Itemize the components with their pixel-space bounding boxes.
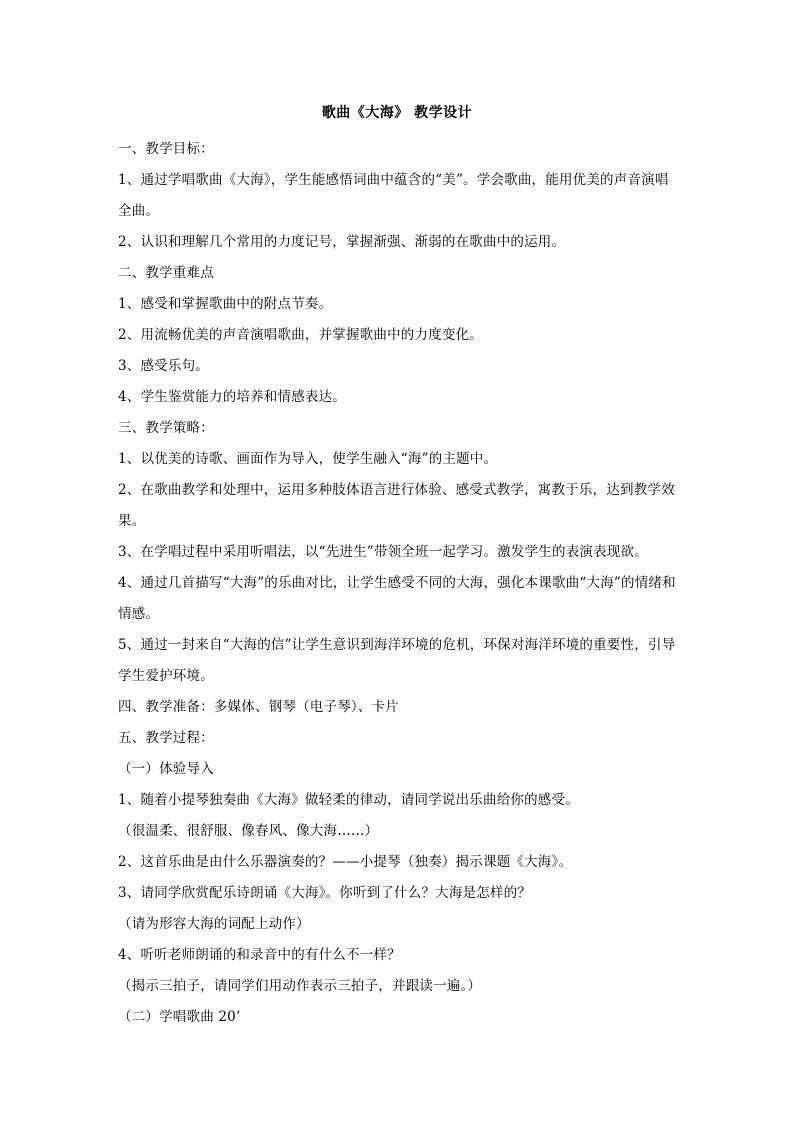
section-heading-objectives: 一、教学目标： bbox=[118, 141, 214, 157]
section-heading-preparation: 四、教学准备：多媒体、钢琴（电子琴）、卡片 bbox=[118, 699, 399, 715]
paragraph: 1、随着小提琴独奏曲《大海》做轻柔的律动，请同学说出乐曲给你的感受。 bbox=[118, 792, 579, 808]
paragraph: 4、学生鉴赏能力的培养和情感表达。 bbox=[118, 389, 346, 405]
paragraph: 2、在歌曲教学和处理中，运用多种肢体语言进行体验、感受式教学，寓教于乐，达到教学效果。 bbox=[118, 482, 675, 529]
paragraph: 3、感受乐句。 bbox=[118, 358, 209, 374]
subsection-heading: （二）学唱歌曲 20’ bbox=[118, 1009, 241, 1025]
paragraph: 5、通过一封来自“大海的信”让学生意识到海洋环境的危机，环保对海洋环境的重要性，引导学生爱护环境。 bbox=[118, 637, 676, 684]
paragraph: （请为形容大海的词配上动作） bbox=[118, 916, 310, 932]
paragraph: （揭示三拍子，请同学们用动作表示三拍子，并跟读一遍。） bbox=[118, 978, 482, 994]
paragraph: 1、通过学唱歌曲《大海》，学生能感悟词曲中蕴含的“美”。学会歌曲，能用优美的声音演唱全曲。 bbox=[118, 172, 669, 219]
paragraph: 2、这首乐曲是由什么乐器演奏的？——小提琴（独奏）揭示课题《大海》。 bbox=[118, 854, 573, 870]
paragraph: 2、用流畅优美的声音演唱歌曲，并掌握歌曲中的力度变化。 bbox=[118, 327, 483, 343]
document-body bbox=[118, 134, 678, 1033]
paragraph: 3、请同学欣赏配乐诗朗诵《大海》。你听到了什么？大海是怎样的？ bbox=[118, 885, 532, 901]
paragraph: 4、通过几首描写“大海”的乐曲对比，让学生感受不同的大海，强化本课歌曲“大海”的情绪和情感。 bbox=[118, 575, 676, 622]
paragraph: 4、听听老师朗诵的和录音中的有什么不一样？ bbox=[118, 947, 401, 963]
subsection-heading: （一）体验导入 bbox=[118, 761, 214, 777]
paragraph: 1、以优美的诗歌、画面作为导入，使学生融入“海”的主题中。 bbox=[118, 451, 498, 467]
section-heading-process: 五、教学过程： bbox=[118, 730, 214, 746]
paragraph: 1、感受和掌握歌曲中的附点节奏。 bbox=[118, 296, 333, 312]
section-heading-key-points: 二、教学重难点 bbox=[118, 265, 214, 281]
paragraph: 2、认识和理解几个常用的力度记号，掌握渐强、渐弱的在歌曲中的运用。 bbox=[118, 234, 566, 250]
paragraph: 3、在学唱过程中采用听唱法，以“先进生”带领全班一起学习。激发学生的表演表现欲。 bbox=[118, 544, 648, 560]
document-title: 歌曲《大海》 教学设计 bbox=[321, 105, 473, 121]
paragraph: （很温柔、很舒服、像春风、像大海……） bbox=[118, 823, 379, 839]
section-heading-strategies: 三、教学策略： bbox=[118, 420, 214, 436]
